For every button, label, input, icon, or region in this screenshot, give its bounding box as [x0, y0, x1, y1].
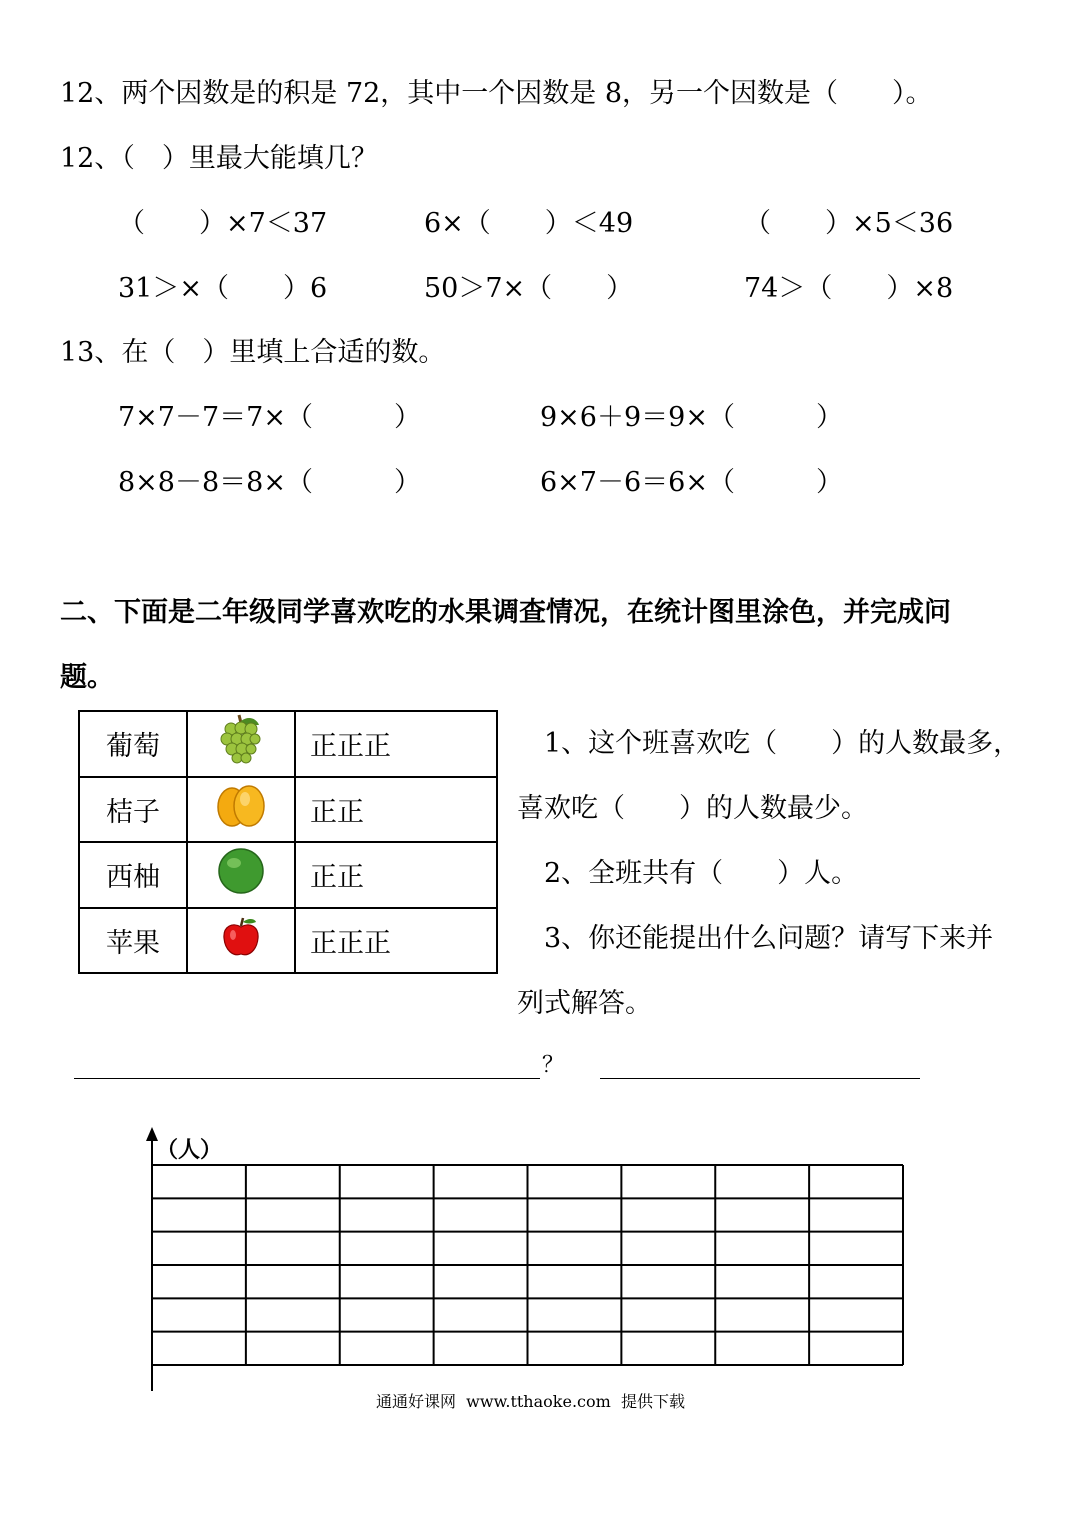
grapes-icon: [187, 711, 295, 777]
footer-source: 通通好课网 www.tthaoke.com 提供下载: [376, 1392, 685, 1411]
question-3-line2: 列式解答。: [517, 988, 652, 1019]
question-12-max-fill-title: 12、（ ）里最大能填几？: [60, 143, 378, 174]
inequality-1: （ ）×7＜37: [118, 208, 328, 239]
question-13-title: 13、在（ ）里填上合适的数。: [60, 337, 446, 368]
question-12-product: 12、两个因数是的积是 72，其中一个因数是 8，另一个因数是（ ）。: [60, 78, 933, 109]
orange-icon: [187, 777, 295, 843]
equation-4: 6×7－6＝6×（ ）: [540, 467, 843, 498]
fruit-tally-table: [78, 710, 498, 974]
question-2: 2、全班共有（ ）人。: [544, 858, 859, 889]
answer-line-question[interactable]: [74, 1078, 540, 1079]
table-row: [79, 711, 497, 777]
table-row: [79, 842, 497, 908]
lime-icon: [187, 842, 295, 908]
fruit-name: 苹果: [79, 908, 187, 974]
answer-line-solution[interactable]: [600, 1078, 920, 1079]
tally-marks: 正正: [295, 777, 497, 843]
inequality-5: 50＞7×（ ）: [424, 273, 634, 304]
fruit-name: 西柚: [79, 842, 187, 908]
fruit-name: 葡萄: [79, 711, 187, 777]
y-axis-unit-label: （人）: [156, 1137, 223, 1163]
section-2-heading-line1: 二、下面是二年级同学喜欢吃的水果调查情况，在统计图里涂色，并完成问: [60, 597, 951, 628]
apple-icon: [187, 908, 295, 974]
question-1-line1: 1、这个班喜欢吃（ ）的人数最多，: [544, 728, 1021, 759]
inequality-6: 74＞（ ）×8: [744, 273, 954, 304]
table-row: [79, 908, 497, 974]
statistics-grid[interactable]: [140, 1125, 910, 1395]
question-mark: ？: [542, 1053, 565, 1078]
inequality-2: 6×（ ）＜49: [424, 208, 634, 239]
tally-marks: 正正正: [295, 711, 497, 777]
inequality-4: 31＞×（ ）6: [118, 273, 328, 304]
equation-2: 9×6＋9＝9×（ ）: [540, 402, 843, 433]
table-row: [79, 777, 497, 843]
equation-1: 7×7－7＝7×（ ）: [118, 402, 421, 433]
fruit-name: 桔子: [79, 777, 187, 843]
inequality-3: （ ）×5＜36: [744, 208, 954, 239]
section-2-heading-line2: 题。: [60, 662, 114, 693]
question-3-line1: 3、你还能提出什么问题？请写下来并: [544, 923, 994, 954]
tally-marks: 正正正: [295, 908, 497, 974]
equation-3: 8×8－8＝8×（ ）: [118, 467, 421, 498]
grid-lines: [152, 1165, 903, 1365]
question-1-line2: 喜欢吃（ ）的人数最少。: [517, 793, 868, 824]
tally-marks: 正正: [295, 842, 497, 908]
